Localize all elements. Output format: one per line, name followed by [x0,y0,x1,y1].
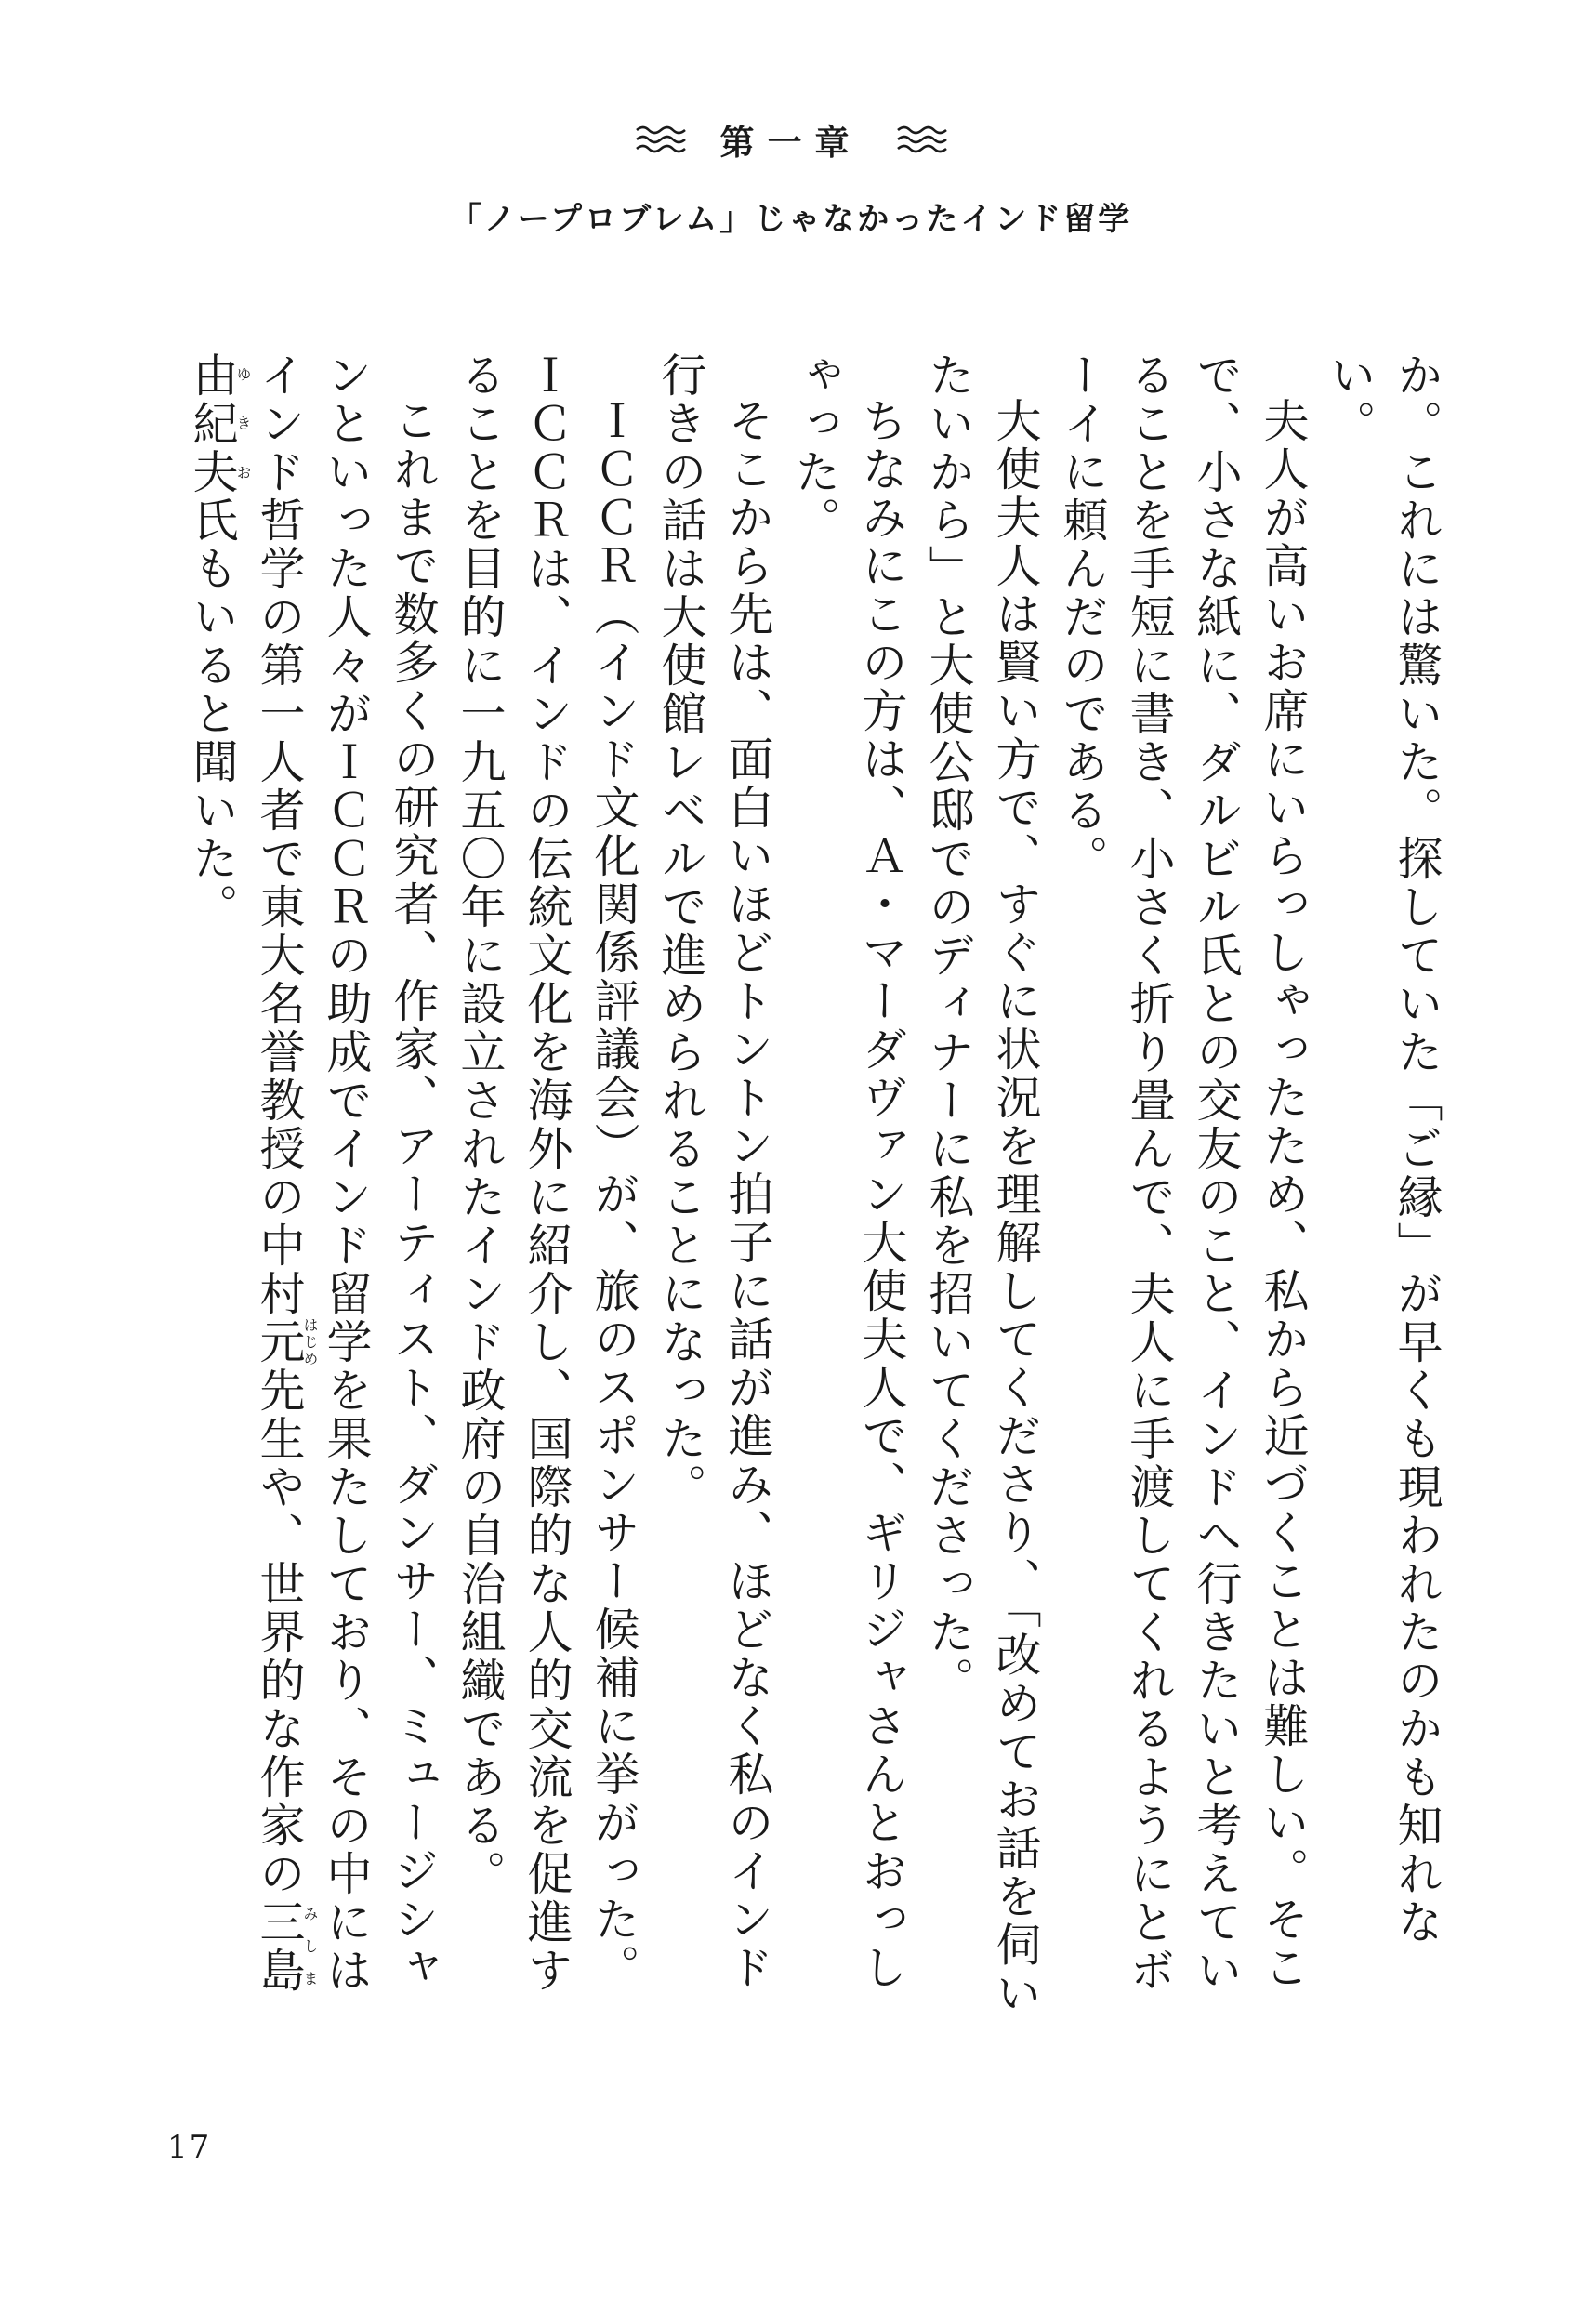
paragraph: 夫人が高いお席にいらっしゃったため、私から近づくことは難しい。そこで、小さな紙に、ダルビル氏との交友のこと、インドへ行きたいと考えていることを手短に書き、小さく折り畳んで、夫人に手渡してくれるようにとボーイに頼んだのである。 [1056,351,1310,1995]
chapter-title: 「ノープロブレム」じゃなかったインド留学 [449,201,1133,238]
body-text [167,351,1450,2025]
paragraph: ちなみにこの方は、Ａ・マーダヴァン大使夫人で、ギリジャさんとおっしゃった。 [788,351,908,1992]
ruby-reading: はじめ [301,1317,319,1367]
paragraph: 大使夫人は賢い方で、すぐに状況を理解してくださり、「改めてお話を伺いたいから」と大使公邸でのディナーに私を招いてくださった。 [922,351,1042,2018]
chapter-label: 第一章 [719,123,863,163]
paragraph: か。これには驚いた。探していた「ご縁」が早くも現われたのかも知れない。 [1324,351,1444,1947]
ruby-base: 元 [253,1317,306,1367]
paragraph-segment: これまで数多くの研究者、作家、アーティスト、ダンサー、ミュージシャンといった人々がＩＣＣＲの助成でインド留学を果たしており、その中にはインド哲学の第一人者で東大名誉教授の中村 [253,351,440,1995]
chapter-label-row [0,112,1582,167]
wave-ornament-right-icon [894,121,950,158]
paragraph [178,351,446,2025]
wave-ornament-left-icon [633,121,689,158]
ruby-reading: みしまゆきお [234,351,319,1995]
paragraph-segment: 氏もいると聞いた。 [186,496,239,931]
ruby-word [253,1317,319,1367]
ruby-base: 三島由紀夫 [186,351,306,1995]
paragraph: そこから先は、面白いほどトントン拍子に話が進み、ほどなく私のインド行きの話は大使館レベルで進められることになった。 [654,351,774,1992]
chapter-header [0,112,1582,239]
paragraph: ＩＣＣＲ（インド文化関係評議会）が、旅のスポンサー候補に挙がった。ＩＣＣＲは、インドの伝統文化を海外に紹介し、国際的な人的交流を促進することを目的に一九五〇年に設立されたインド政府の自治組織である。 [454,351,640,1995]
paragraph-segment: 先生や、世界的な作家の [253,1367,306,1898]
page-number: 17 [167,2129,212,2166]
